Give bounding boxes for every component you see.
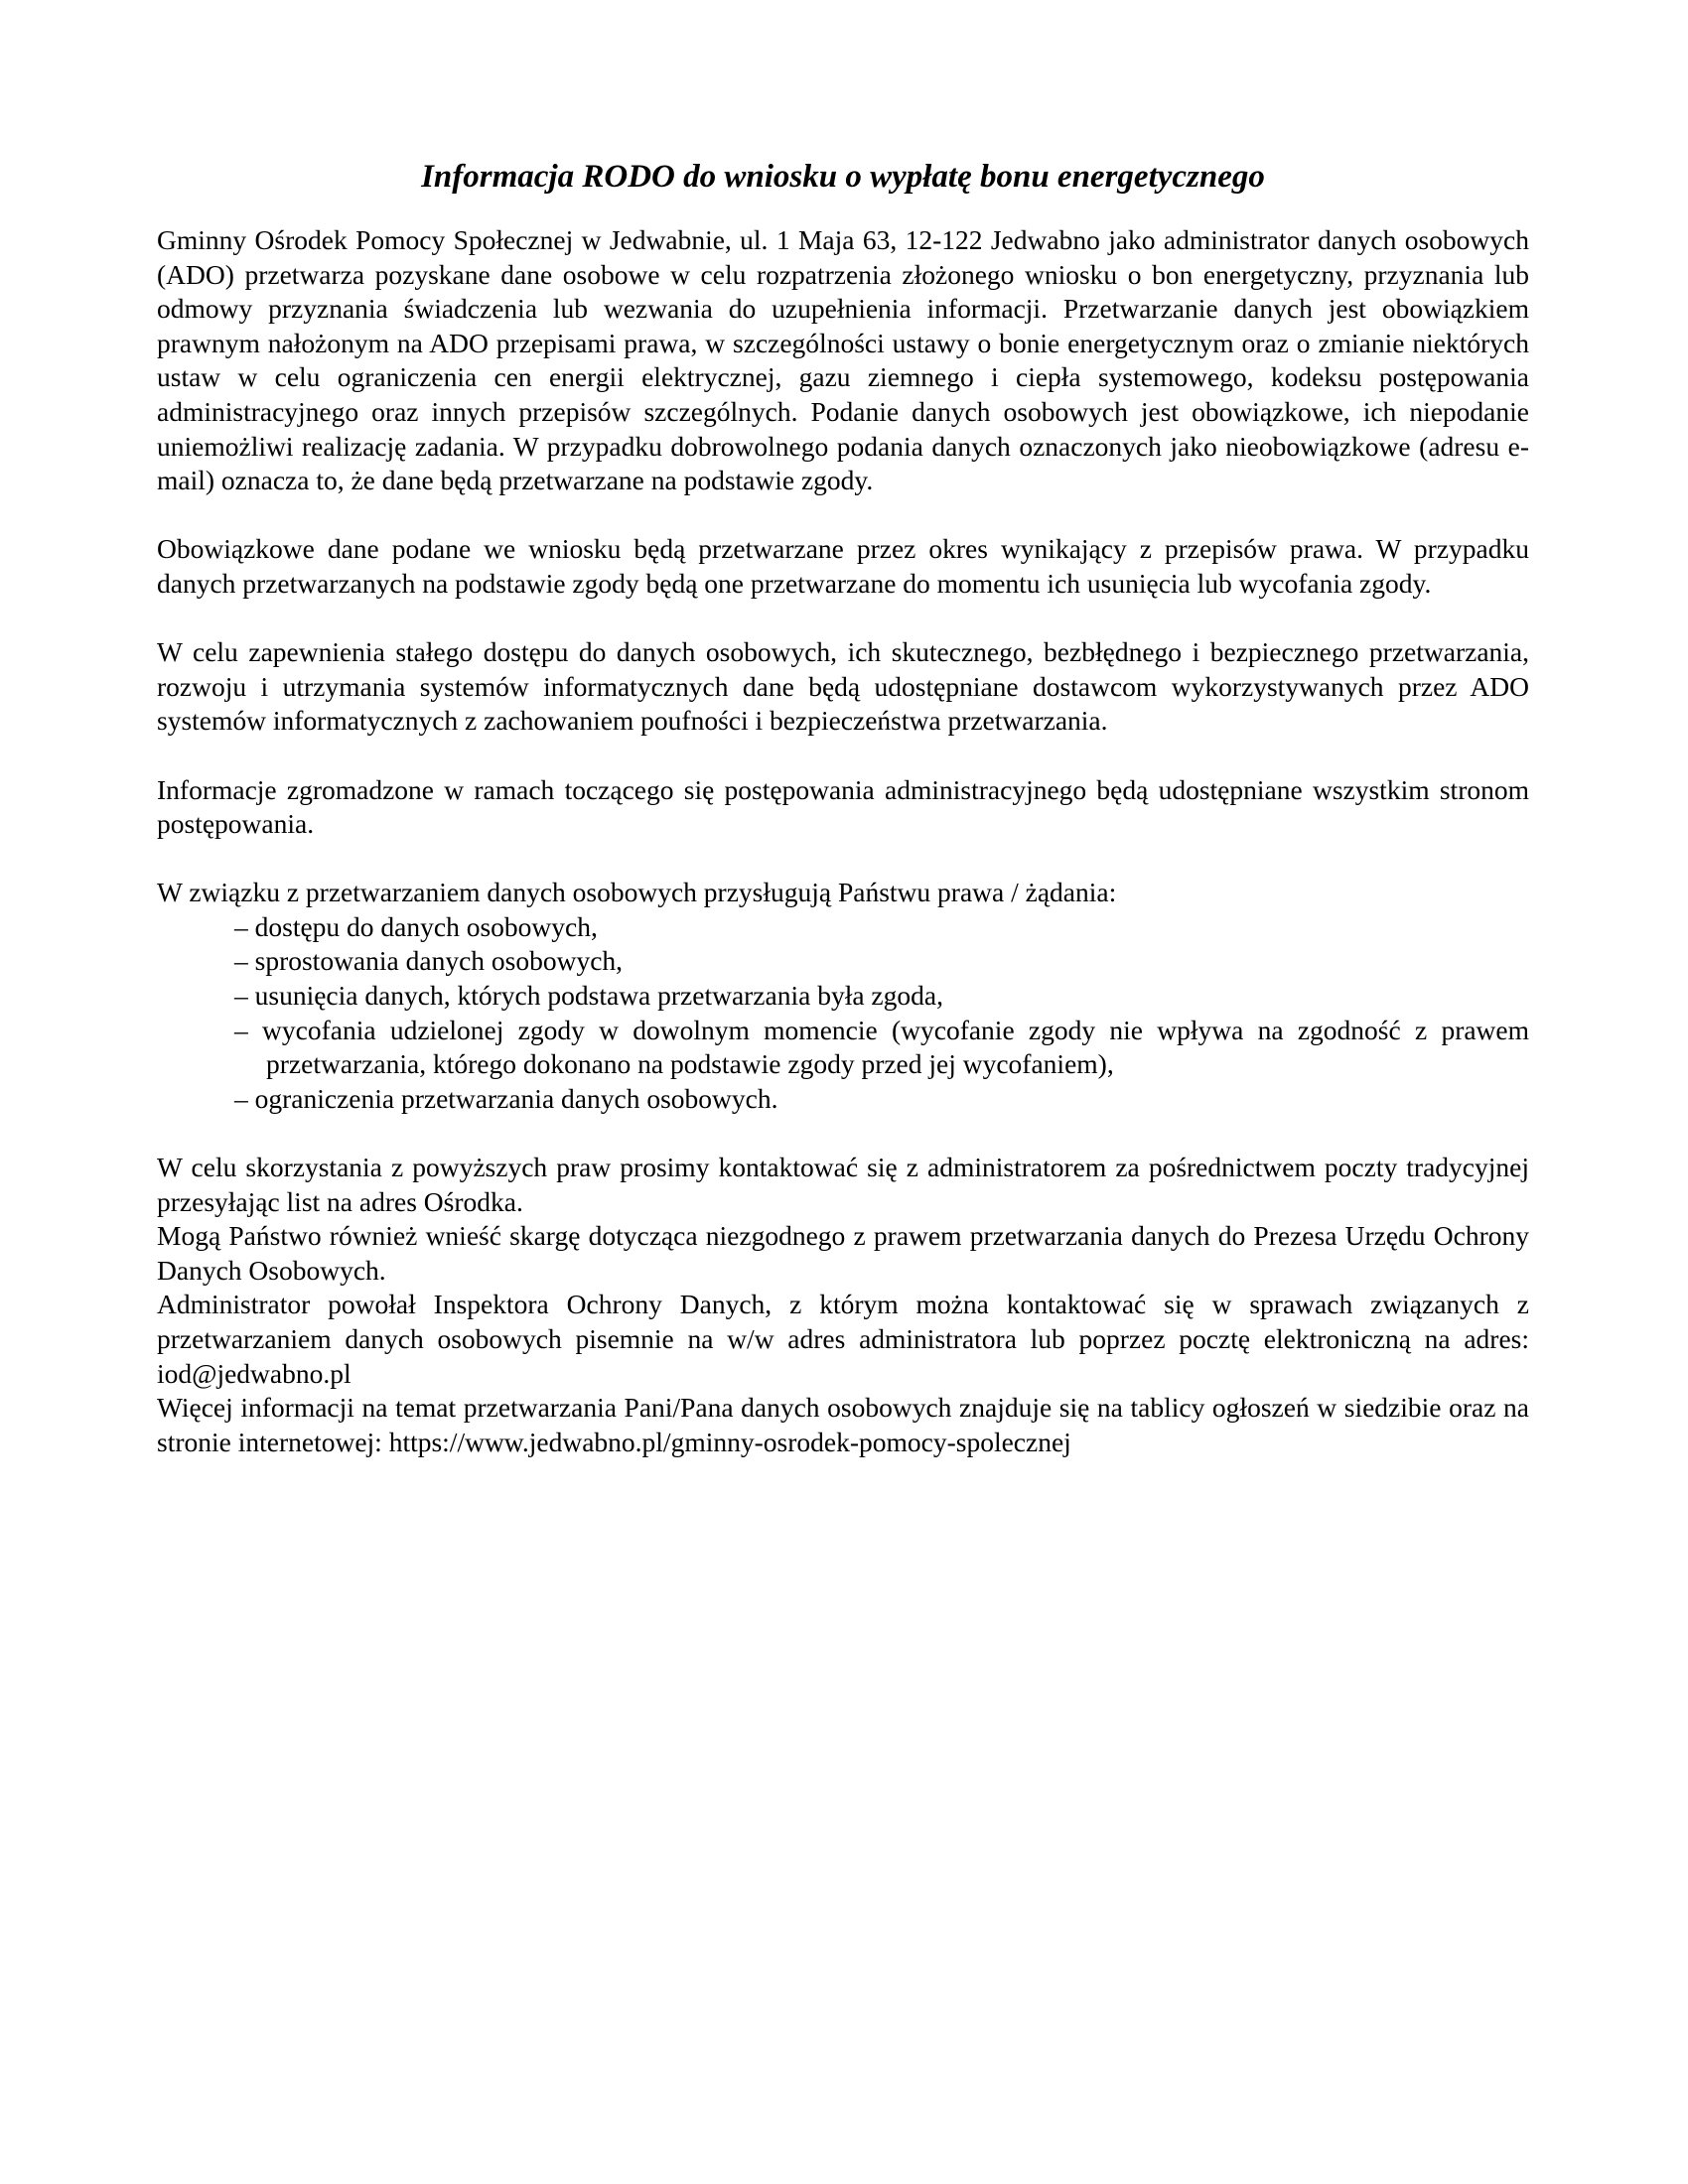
rights-list-item (157, 1082, 1529, 1117)
paragraph-spacer (157, 739, 1529, 773)
dash-bullet: – (234, 1082, 248, 1114)
paragraph-exercise-rights: W celu skorzystania z powyższych praw prosimy kontaktować się z administratorem za pośrednictwem poczty tradycyjnej przesyłając list na adres Ośrodka. (157, 1152, 1529, 1217)
rights-intro: W związku z przetwarzaniem danych osobowych przysługują Państwu prawa / żądania: (157, 877, 1117, 908)
website-url-link[interactable]: https://www.jedwabno.pl/gminny-osrodek-pomocy-spolecznej (388, 1426, 1071, 1457)
rights-list-item (157, 1014, 1529, 1082)
paragraph-data-protection-officer (157, 1288, 1529, 1391)
rights-list-item (157, 944, 1529, 979)
paragraph-data-recipients: W celu zapewnienia stałego dostępu do danych osobowych, ich skutecznego, bezbłędnego i bezpiecznego przetwarzania, rozwoju i utrzymania systemów informatycznych dane będą udostępniane dostawcom wykorzystywanych przez ADO systemów informatycznych z zachowaniem poufności i bezpieczeństwa przetwarzania. (157, 636, 1529, 737)
dpo-text: Administrator powołał Inspektora Ochrony Danych, z którym można kontaktować się w sprawach związanych z przetwarzaniem danych osobowych pisemnie na w/w adres administratora lub poprzez pocztę elektroniczną na adres: (157, 1289, 1529, 1354)
dash-bullet: – (234, 910, 248, 942)
paragraph-complaint-uodo: Mogą Państwo również wnieść skargę dotycząca niezgodnego z prawem przetwarzania danych do Prezesa Urzędu Ochrony Danych Osobowych. (157, 1220, 1529, 1286)
paragraph-more-information (157, 1391, 1529, 1459)
paragraph-spacer (157, 602, 1529, 636)
paragraph-spacer (157, 498, 1529, 533)
rights-list-item-text: dostępu do danych osobowych, (254, 910, 598, 942)
dash-bullet: – (234, 980, 248, 1012)
paragraph-spacer (157, 1116, 1529, 1151)
dash-bullet: – (234, 945, 248, 977)
rights-list-item-text: sprostowania danych osobowych, (254, 945, 624, 977)
rights-list-item-text: wycofania udzielonej zgody w dowolnym momencie (wycofanie zgody nie wpływa na zgodność z prawem przetwarzania, którego dokonano na podstawie zgody przed jej wycofaniem), (262, 1014, 1530, 1080)
paragraph-spacer (157, 842, 1529, 877)
dpo-email-link[interactable]: iod@jedwabno.pl (157, 1357, 352, 1389)
paragraph-proceedings-parties: Informacje zgromadzone w ramach toczącego się postępowania administracyjnego będą udostępniane wszystkim stronom postępowania. (157, 773, 1529, 840)
rights-list-item-text: ograniczenia przetwarzania danych osobowych. (254, 1082, 778, 1114)
rights-list-item-text: usunięcia danych, których podstawa przetwarzania była zgoda, (254, 980, 943, 1012)
dash-bullet: – (234, 1014, 248, 1045)
document-title: Informacja RODO do wniosku o wypłatę bonu energetycznego (421, 159, 1265, 195)
rights-list-item (157, 910, 1529, 945)
paragraph-retention-period: Obowiązkowe dane podane we wniosku będą przetwarzane przez okres wynikający z przepisów prawa. W przypadku danych przetwarzanych na podstawie zgody będą one przetwarzane do momentu ich usunięcia lub wycofania zgody. (157, 533, 1529, 599)
more-info-text: Więcej informacji na temat przetwarzania Pani/Pana danych osobowych znajduje się na tablicy ogłoszeń w siedzibie oraz na stronie internetowej: (157, 1392, 1529, 1457)
rights-list (157, 910, 1529, 1117)
document-page (157, 157, 1529, 1459)
paragraph-administrator-purpose: Gminny Ośrodek Pomocy Społecznej w Jedwabnie, ul. 1 Maja 63, 12-122 Jedwabno jako administrator danych osobowych (ADO) przetwarza pozyskane dane osobowe w celu rozpatrzenia złożonego wniosku o bon energetyczny, przyznania lub odmowy przyznania świadczenia lub wezwania do uzupełnienia informacji. Przetwarzanie danych jest obowiązkiem prawnym nałożonym na ADO przepisami prawa, w szczególności ustawy o bonie energetycznym oraz o zmianie niektórych ustaw w celu ograniczenia cen energii elektrycznej, gazu ziemnego i ciepła systemowego, kodeksu postępowania administracyjnego oraz innych przepisów szczególnych. Podanie danych osobowych jest obowiązkowe, ich niepodanie uniemożliwi realizację zadania. W przypadku dobrowolnego podania danych oznaczonych jako nieobowiązkowe (adresu e-mail) oznacza to, że dane będą przetwarzane na podstawie zgody. (157, 224, 1529, 496)
rights-list-item (157, 979, 1529, 1014)
